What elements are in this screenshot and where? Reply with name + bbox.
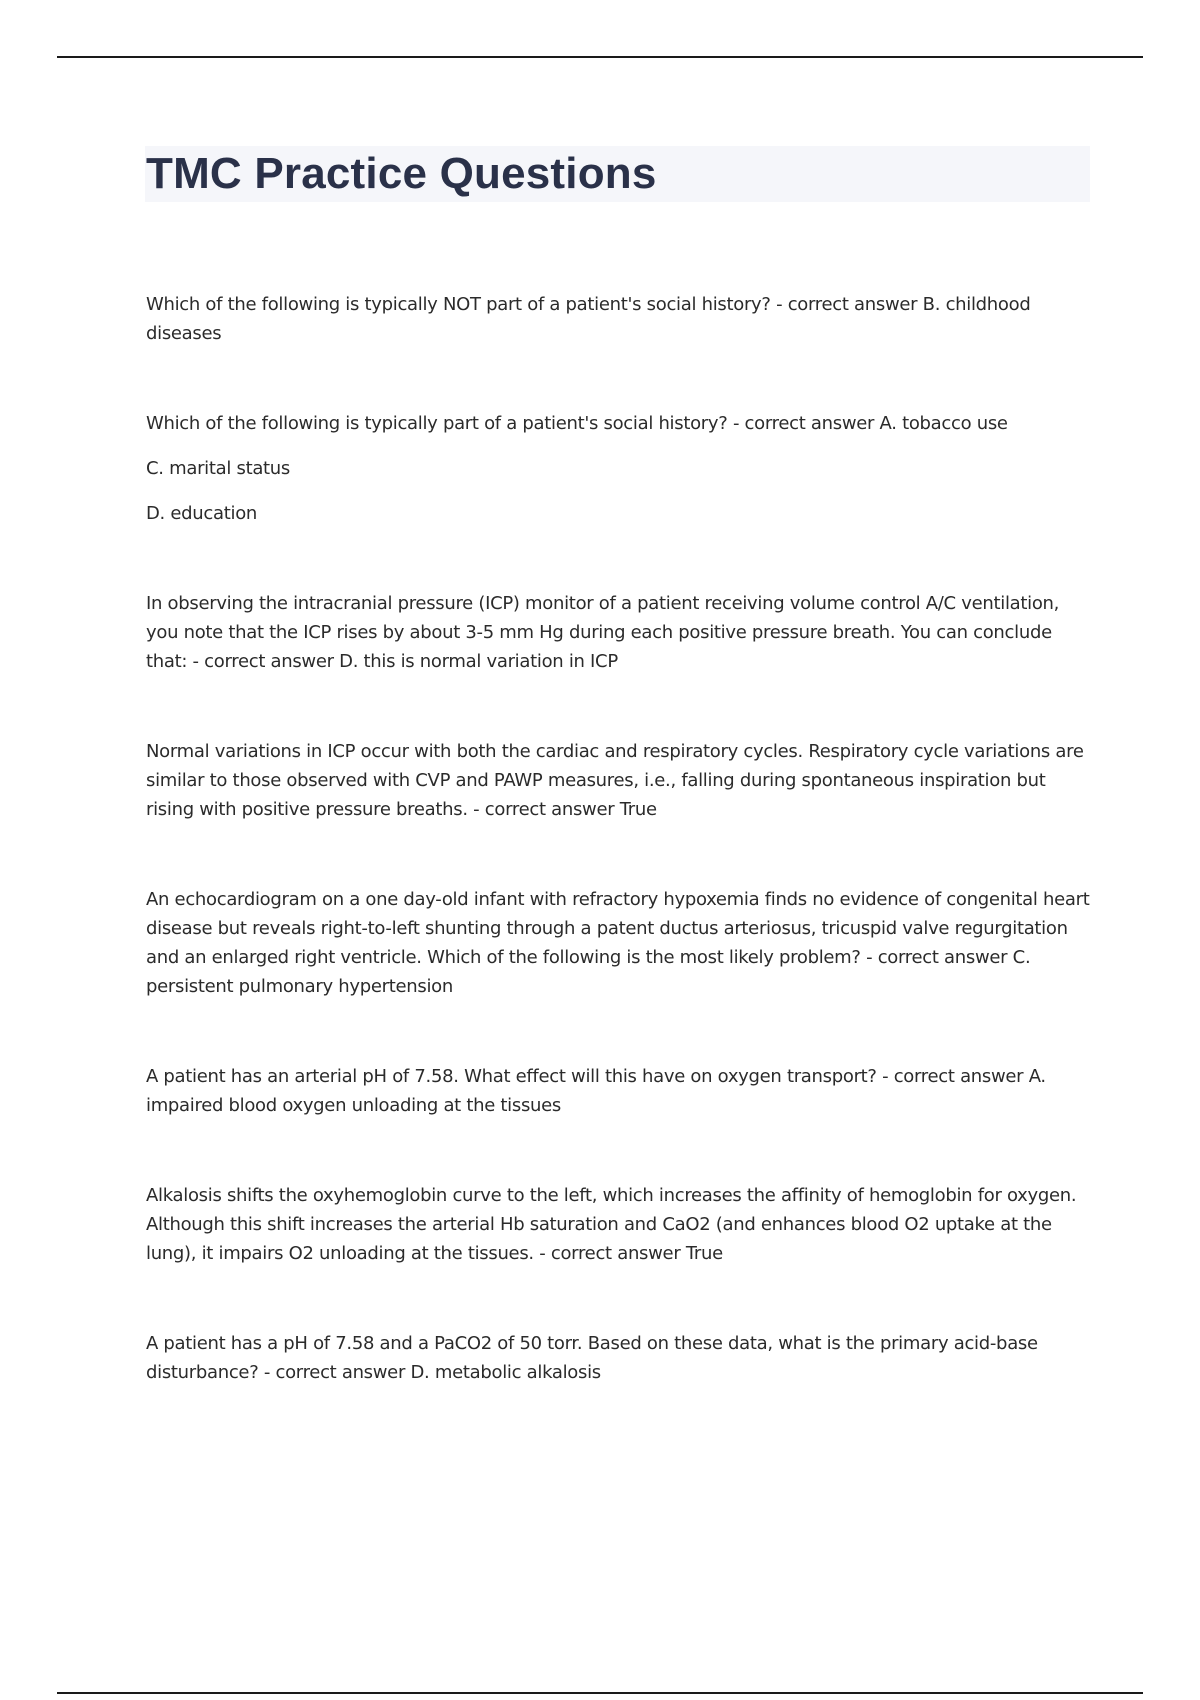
qa-text: Alkalosis shifts the oxyhemoglobin curve to the left, which increases the affinity of hemoglobin for oxygen. Although this shift increases the arterial Hb saturation and CaO2 (and enhances blood O2 uptake at the lung), it impairs O2 unloading at the tissues. - correct answer True [146, 1185, 1077, 1264]
page-title: TMC Practice Questions [146, 149, 657, 198]
qa-list [146, 290, 1096, 1387]
qa-item [146, 885, 1096, 1001]
qa-text: A patient has a pH of 7.58 and a PaCO2 of 50 torr. Based on these data, what is the primary acid-base disturbance? - correct answer D. metabolic alkalosis [146, 1333, 1038, 1383]
qa-text: An echocardiogram on a one day-old infant with refractory hypoxemia finds no evidence of congenital heart disease but reveals right-to-left shunting through a patent ductus arteriosus, tricuspid valve regurgitation and an enlarged right ventricle. Which of the following is the most likely problem? - correct answer C. persistent pulmonary hypertension [146, 889, 1090, 997]
qa-text: A patient has an arterial pH of 7.58. What effect will this have on oxygen transport? - correct answer A. impaired blood oxygen unloading at the tissues [146, 1066, 1046, 1116]
qa-text: In observing the intracranial pressure (ICP) monitor of a patient receiving volume control A/C ventilation, you note that the ICP rises by about 3-5 mm Hg during each positive pressure breath. You can conclude that: - correct answer D. this is normal variation in ICP [146, 593, 1060, 672]
qa-text: Which of the following is typically part of a patient's social history? - correct answer A. tobacco use [146, 413, 1008, 434]
qa-item [146, 1181, 1096, 1268]
bottom-rule [57, 1692, 1143, 1694]
qa-answer-continuation: C. marital status [146, 458, 290, 479]
top-rule [57, 56, 1143, 58]
qa-item [146, 589, 1096, 676]
qa-item [146, 737, 1096, 824]
qa-item [146, 290, 1096, 348]
qa-text: Normal variations in ICP occur with both the cardiac and respiratory cycles. Respiratory cycle variations are similar to those observed with CVP and PAWP measures, i.e., falling during spontaneous inspiration but rising with positive pressure breaths. - correct answer True [146, 741, 1084, 820]
qa-item [146, 1062, 1096, 1120]
qa-item [146, 409, 1096, 528]
qa-item [146, 1329, 1096, 1387]
qa-answer-continuation: D. education [146, 503, 258, 524]
qa-text: Which of the following is typically NOT part of a patient's social history? - correct answer B. childhood diseases [146, 294, 1031, 344]
